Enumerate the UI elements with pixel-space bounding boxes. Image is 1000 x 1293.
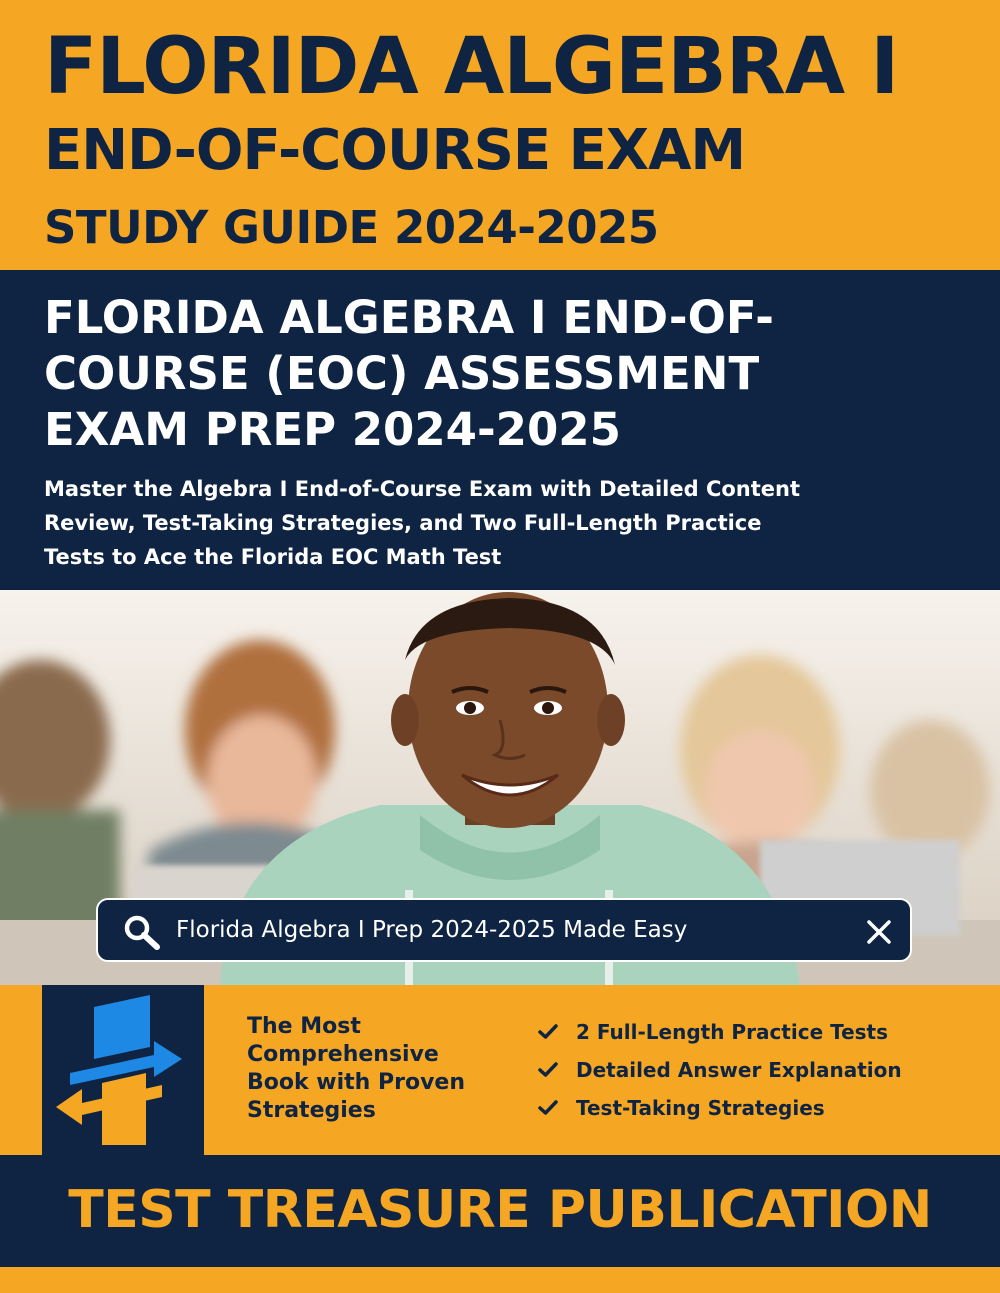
- feature-item: [538, 1054, 978, 1092]
- main-title-line-2: END-OF-COURSE EXAM: [44, 118, 746, 183]
- subtitle-line: COURSE (EOC) ASSESSMENT: [44, 347, 760, 400]
- description-line: Master the Algebra I End-of-Course Exam with Detailed Content: [44, 477, 801, 501]
- tagline-line: Book with Proven: [247, 1070, 466, 1095]
- main-title-line-3: STUDY GUIDE 2024-2025: [44, 201, 659, 254]
- publisher-name: TEST TREASURE PUBLICATION: [68, 1180, 932, 1240]
- feature-label: Detailed Answer Explanation: [576, 1058, 902, 1082]
- close-icon[interactable]: [866, 919, 892, 945]
- main-title-line-1: FLORIDA ALGEBRA I: [44, 22, 899, 112]
- tagline: [247, 1013, 517, 1125]
- search-icon: [122, 914, 162, 950]
- description-line: Review, Test-Taking Strategies, and Two Full-Length Practice: [44, 511, 762, 535]
- tagline-line: The Most: [247, 1014, 361, 1039]
- check-icon: [538, 1062, 558, 1078]
- feature-list: [538, 1016, 978, 1130]
- search-bar[interactable]: [96, 898, 912, 962]
- feature-label: Test-Taking Strategies: [576, 1096, 825, 1120]
- subtitle: [44, 290, 964, 458]
- check-icon: [538, 1100, 558, 1116]
- tagline-line: Comprehensive: [247, 1042, 439, 1067]
- check-icon: [538, 1024, 558, 1040]
- tagline-line: Strategies: [247, 1098, 376, 1123]
- description: [44, 472, 974, 574]
- description-line: Tests to Ace the Florida EOC Math Test: [44, 545, 502, 569]
- subtitle-line: EXAM PREP 2024-2025: [44, 403, 621, 456]
- search-text[interactable]: Florida Algebra I Prep 2024-2025 Made Easy: [176, 917, 688, 943]
- bottom-strip: [0, 1267, 1000, 1293]
- logo-icon: [42, 985, 204, 1155]
- publisher-logo: [42, 985, 204, 1155]
- subtitle-line: FLORIDA ALGEBRA I END-OF-: [44, 291, 774, 344]
- feature-item: [538, 1016, 978, 1054]
- feature-item: [538, 1092, 978, 1130]
- feature-label: 2 Full-Length Practice Tests: [576, 1020, 889, 1044]
